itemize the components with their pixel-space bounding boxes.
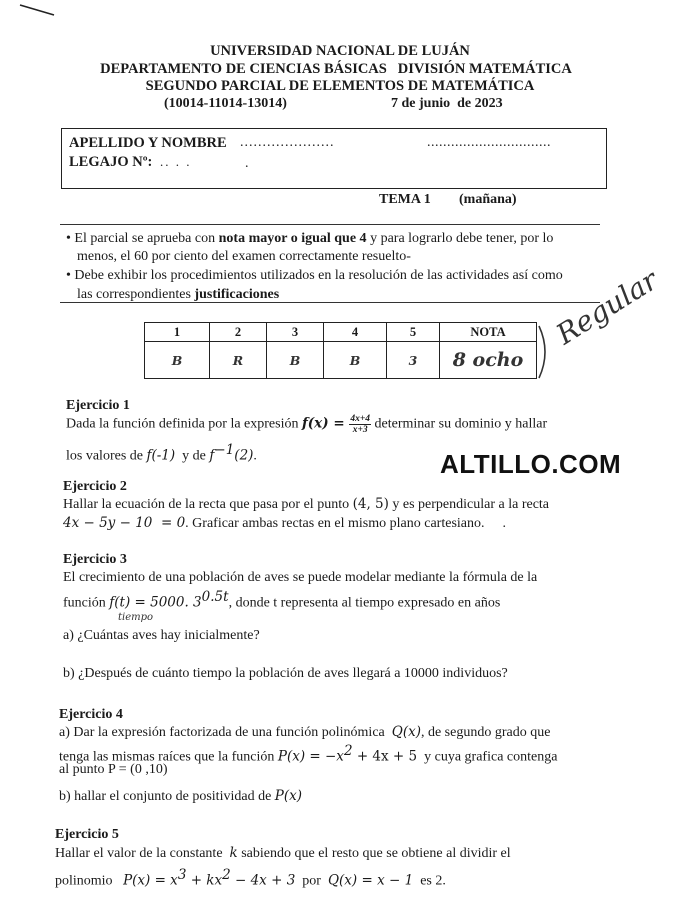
grades-table: [144, 322, 537, 379]
grade-value-5: 3: [387, 342, 440, 379]
exercise-4-title: Ejercicio 4: [59, 707, 123, 722]
legajo-dot: .: [245, 156, 249, 171]
tema-turno: (mañana): [459, 192, 517, 207]
exercise-1-title: Ejercicio 1: [66, 398, 130, 413]
grade-value-4: B: [324, 342, 387, 379]
exercise-2-title: Ejercicio 2: [63, 479, 127, 494]
grade-value-nota: 8 ocho: [440, 342, 537, 379]
exercise-3-line-1: El crecimiento de una población de aves se puede modelar mediante la fórmula de la: [63, 570, 538, 585]
bullet-icon: •: [66, 231, 71, 246]
rules-top-rule: [60, 224, 600, 225]
exercise-4-line-1: a) Dar la expresión factorizada de una función polinómica Q(x), de segundo grado que: [59, 724, 551, 740]
grade-header-1: 1: [145, 323, 210, 342]
exercise-2-line-1: Hallar la ecuación de la recta que pasa por el punto (4, 5) y es perpendicular a la recta: [63, 496, 550, 512]
exercise-5-line-2: polinomio $P(x) = x^3 + kx^2 - 4x + 3$ por Q(x) = x − 1 es 2.: [55, 867, 446, 889]
fraction: $\frac{4x+4}{x+3}$: [350, 414, 370, 435]
exercise-4-line-2: tenga las mismas raíces que la función $P(x) = -x^2 + 4x + 5$ y cuya grafica contenga: [59, 743, 558, 765]
exercise-3-part-b: b) ¿Después de cuánto tiempo la población de aves llegará a 10000 individuos?: [63, 666, 508, 681]
exercise-3-title: Ejercicio 3: [63, 552, 127, 567]
handwritten-side-note: Regular: [550, 263, 664, 351]
exam-date: 7 de junio de 2023: [391, 96, 503, 111]
exercise-5-line-1: Hallar el valor de la constante k sabiendo que el resto que se obtiene al dividir el: [55, 845, 511, 861]
grade-header-2: 2: [210, 323, 267, 342]
grade-header-3: 3: [267, 323, 324, 342]
bullet-icon: •: [66, 268, 71, 283]
legajo-field[interactable]: .. . .: [160, 154, 192, 169]
exercise-3-part-a: a) ¿Cuántas aves hay inicialmente?: [63, 628, 260, 643]
grade-header-4: 4: [324, 323, 387, 342]
rule-2: • Debe exhibir los procedimientos utilizados en la resolución de las actividades así como: [66, 268, 563, 283]
course-codes: (10014-11014-13014): [164, 96, 287, 111]
exercise-3-line-2: función f(t) = 5000. $3^{0.5t}$, donde t representa al tiempo expresado en años: [63, 589, 501, 611]
rule-1-cont: menos, el 60 por ciento del examen correctamente resuelto-: [77, 249, 411, 264]
rules-bottom-rule: [60, 302, 600, 303]
tema-label: TEMA 1: [379, 192, 431, 207]
rule-2-cont: las correspondientes justificaciones: [77, 287, 280, 302]
grades-header-row: [145, 323, 537, 342]
grades-values-row: [145, 342, 537, 379]
grade-value-2: R: [210, 342, 267, 379]
name-label: APELLIDO Y NOMBRE: [69, 135, 227, 151]
grade-value-1: B: [145, 342, 210, 379]
exercise-1-line-1: Dada la función definida por la expresión f(x) = $\frac{4x+4}{x+3}$ determinar su dominio y hallar: [66, 414, 548, 435]
name-field-dots[interactable]: .....................: [240, 135, 335, 150]
exercise-5-title: Ejercicio 5: [55, 827, 119, 842]
exercise-4-line-3: al punto P = (0 ,10): [59, 762, 168, 777]
grade-value-3: B: [267, 342, 324, 379]
university-title: UNIVERSIDAD NACIONAL DE LUJÁN: [210, 43, 470, 59]
department-title: DEPARTAMENTO DE CIENCIAS BÁSICAS DIVISIÓN MATEMÁTICA: [100, 61, 572, 77]
population-formula: f(t) = 5000. 3: [109, 594, 202, 611]
rule-1: • El parcial se aprueba con nota mayor o igual que 4 y para lograrlo debe tener, por lo: [66, 231, 554, 246]
exercise-2-line-2: 4x − 5y − 10 = 0. Graficar ambas rectas en el mismo plano cartesiano. .: [63, 515, 506, 531]
legajo-label: LEGAJO Nº:: [69, 154, 153, 170]
exam-title: SEGUNDO PARCIAL DE ELEMENTOS DE MATEMÁTICA: [145, 78, 535, 94]
handwritten-tiempo-note: tiempo: [118, 612, 154, 623]
corner-pen-stroke: [18, 2, 58, 18]
handwritten-parenthesis: [533, 322, 553, 382]
grade-header-5: 5: [387, 323, 440, 342]
exercise-1-line-2: los valores de f(-1) y de $f^{-1}(2)$.: [66, 442, 257, 464]
function-f-expression: f(x) =: [301, 415, 350, 432]
name-field-dots-2[interactable]: ...............................: [427, 135, 551, 150]
exercise-4-part-b: b) hallar el conjunto de positividad de P(x): [59, 788, 303, 804]
grade-header-nota: NOTA: [440, 323, 537, 342]
altillo-watermark: ALTILLO.COM: [440, 449, 622, 479]
